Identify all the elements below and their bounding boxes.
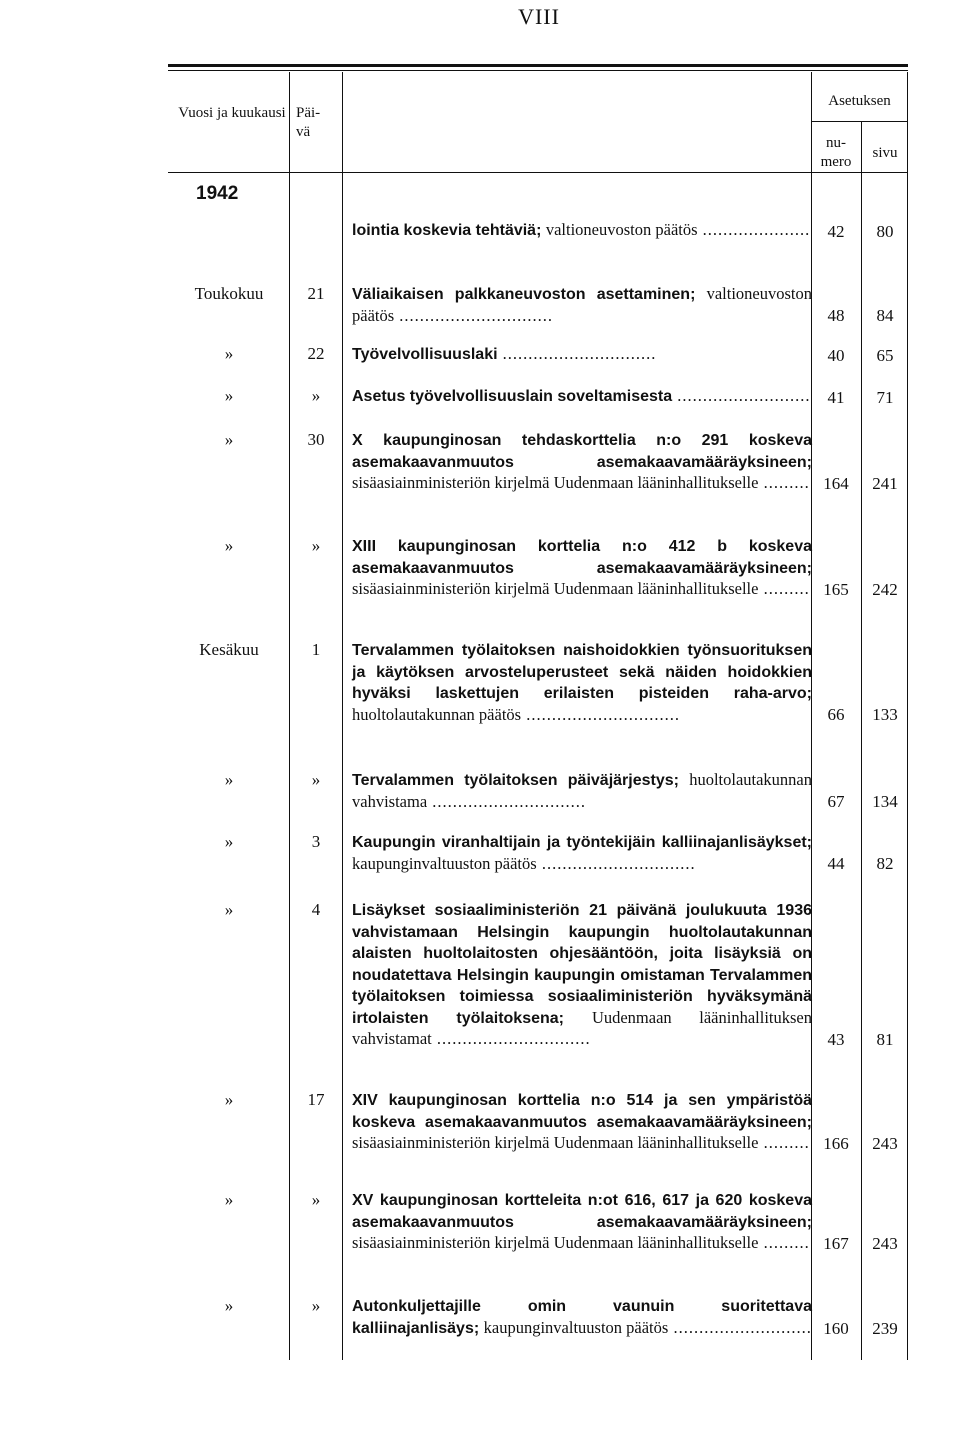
statute-title-source: valtioneuvoston päätös — [352, 284, 812, 325]
statute-title — [352, 344, 812, 366]
statute-page: 133 — [872, 704, 898, 724]
day-cell: » — [311, 770, 321, 789]
statute-title-bold: XV kaupunginosan kortteleita n:ot 616, 617 ja 620 koskeva asemakaavanmuutos asemakaavamääräyksineen; — [352, 1192, 812, 1231]
leader-dots: .............................. — [394, 305, 554, 325]
leader-dots: .............................. — [431, 1029, 591, 1048]
statute-title — [352, 832, 812, 874]
statute-number: 44 — [827, 853, 845, 873]
leader-dots: .......................... — [672, 386, 811, 405]
header-year-month: Vuosi ja kuukausi — [178, 105, 286, 121]
divider-day-text — [342, 72, 343, 1360]
statute-page: 242 — [872, 579, 898, 599]
statute-title-source: kaupunginvaltuuston päätös — [483, 1317, 669, 1337]
leader-dots: .............................. — [427, 791, 587, 811]
leader-dots: ......... — [758, 1133, 810, 1152]
leader-dots: ......... — [758, 473, 810, 492]
day-cell: 21 — [307, 284, 325, 303]
leader-dots: ......... — [758, 1233, 810, 1252]
top-rule-thin — [168, 70, 908, 71]
statute-number: 66 — [827, 704, 845, 724]
leader-dots: .............................. — [521, 704, 680, 724]
statute-page: 65 — [876, 345, 894, 365]
statute-title-bold: Autonkuljettajille omin vaunuin suoritettava kalliinajanlisäys; — [352, 1298, 812, 1337]
month-cell: » — [224, 1090, 234, 1109]
statute-number: 165 — [823, 579, 849, 599]
statute-title — [352, 536, 812, 600]
leader-dots: .............................. — [497, 344, 657, 363]
day-cell: 30 — [307, 430, 325, 449]
statute-page: 71 — [876, 387, 894, 407]
header-rule — [168, 172, 908, 173]
header-subrule — [811, 121, 908, 122]
statute-number: 167 — [823, 1233, 849, 1253]
month-cell: Kesäkuu — [199, 640, 259, 659]
month-cell: Toukokuu — [194, 284, 264, 303]
statute-number: 160 — [823, 1318, 849, 1338]
statute-title-source: sisäasiainministeriön kirjelmä Uudenmaan lääninhallitukselle — [352, 1133, 759, 1152]
day-cell: » — [311, 1296, 321, 1315]
month-cell: » — [224, 1296, 234, 1315]
statute-number: 42 — [827, 221, 845, 241]
month-cell: » — [224, 386, 234, 405]
statute-title-source: sisäasiainministeriön kirjelmä Uudenmaan lääninhallitukselle — [352, 1233, 759, 1252]
statute-title — [352, 386, 812, 408]
statute-title — [352, 1190, 812, 1254]
month-cell: » — [224, 1190, 234, 1209]
statute-number: 67 — [827, 791, 845, 811]
statute-page: 80 — [876, 221, 894, 241]
statute-page: 243 — [872, 1133, 898, 1153]
day-cell: 17 — [307, 1090, 325, 1109]
statute-title-bold: X kaupunginosan tehdaskorttelia n:o 291 koskeva asemakaavanmuutos asemakaavamääräyksineen; — [352, 432, 812, 471]
statute-title-bold: Väliaikaisen palkkaneuvoston asettaminen; — [352, 286, 707, 303]
statute-title-source: huoltolautakunnan päätös — [352, 704, 522, 724]
statute-title-bold: lointia koskevia tehtäviä; — [352, 222, 546, 239]
statute-title-source: Uudenmaan lääninhallituksen vahvistamat — [352, 1007, 812, 1048]
header-day: Päi- vä — [296, 105, 321, 140]
statute-page: 84 — [876, 305, 894, 325]
day-cell: 22 — [307, 344, 325, 363]
page-number: VIII — [518, 4, 560, 29]
statute-title-source: sisäasiainministeriön kirjelmä Uudenmaan lääninhallitukselle — [352, 473, 759, 492]
leader-dots: ........................... — [668, 1317, 812, 1337]
statute-page: 243 — [872, 1233, 898, 1253]
statute-number: 43 — [827, 1029, 845, 1049]
statute-title — [352, 284, 812, 326]
statute-title-bold: Lisäykset sosiaaliministeriön 21 päivänä joulukuuta 1936 vahvistamaan Helsingin kaupungin huoltolautakunnan alaisten huoltolaitosten ohjesääntöön, joita lisäyksiä on noudatettava Helsingin kaupungin omistaman Tervalammen työlaitoksen toimiessa sosiaaliministeriön hyväksymänä irtolaisten työlaitoksena; — [352, 902, 812, 1027]
month-cell: » — [224, 832, 234, 851]
statute-title-bold: Tervalammen työlaitoksen naishoidokkien työnsuorituksen ja käytöksen arvosteluperusteet sekä näiden hoidokkien hyväksi laskettujen erilaisten pisteiden raha-arvo; — [352, 642, 812, 702]
statute-title — [352, 220, 812, 242]
statute-page: 134 — [872, 791, 898, 811]
day-cell: » — [311, 536, 321, 555]
statute-title-source: huoltolautakunnan vahvistama — [352, 770, 812, 811]
header-number: nu- mero — [820, 135, 852, 170]
statute-title-bold: XIII kaupunginosan korttelia n:o 412 b koskeva asemakaavanmuutos asemakaavamääräyksineen; — [352, 538, 812, 577]
year-label: 1942 — [196, 183, 239, 204]
leader-dots: ..................... — [697, 220, 811, 239]
statute-page: 82 — [876, 853, 894, 873]
leader-dots: ......... — [758, 579, 810, 598]
divider-month-day — [289, 72, 290, 1360]
month-cell: » — [224, 770, 234, 789]
header-page: sivu — [872, 145, 898, 161]
statute-title-source: kaupunginvaltuuston päätös — [352, 853, 537, 873]
day-cell: » — [311, 386, 321, 405]
day-cell: 3 — [311, 832, 321, 851]
statute-title — [352, 900, 812, 1050]
statute-title-bold: Kaupungin viranhaltijain ja työntekijäin kalliinajanlisäykset; — [352, 834, 812, 851]
statute-number: 41 — [827, 387, 845, 407]
statute-title-bold: Asetus työvelvollisuuslain soveltamisesta — [352, 388, 673, 405]
statute-title-bold: Tervalammen työlaitoksen päiväjärjestys; — [352, 772, 690, 789]
statute-title-source: valtioneuvoston päätös — [545, 220, 698, 239]
statute-number: 166 — [823, 1133, 849, 1153]
statute-title — [352, 430, 812, 494]
statute-title-bold: XIV kaupunginosan korttelia n:o 514 ja sen ympäristöä koskeva asemakaavanmuutos asemakaavamääräyksineen; — [352, 1092, 812, 1131]
statute-number: 40 — [827, 345, 845, 365]
month-cell: » — [224, 430, 234, 449]
day-cell: » — [311, 1190, 321, 1209]
statute-title-bold: Työvelvollisuuslaki — [352, 346, 498, 363]
statute-title — [352, 770, 812, 812]
day-cell: 1 — [311, 640, 321, 659]
day-cell: 4 — [311, 900, 321, 919]
month-cell: » — [224, 344, 234, 363]
leader-dots: .............................. — [536, 853, 696, 873]
statute-title — [352, 1090, 812, 1154]
statute-number: 48 — [827, 305, 845, 325]
statute-title — [352, 640, 812, 725]
header-statute: Asetuksen — [828, 93, 891, 109]
statute-number: 164 — [823, 473, 849, 493]
month-cell: » — [224, 536, 234, 555]
statute-title — [352, 1296, 812, 1339]
month-cell: » — [224, 900, 234, 919]
statute-page: 241 — [872, 473, 898, 493]
statute-title-source: sisäasiainministeriön kirjelmä Uudenmaan lääninhallitukselle — [352, 579, 759, 598]
statute-page: 81 — [876, 1029, 894, 1049]
top-rule — [168, 64, 908, 67]
statute-page: 239 — [872, 1318, 898, 1338]
